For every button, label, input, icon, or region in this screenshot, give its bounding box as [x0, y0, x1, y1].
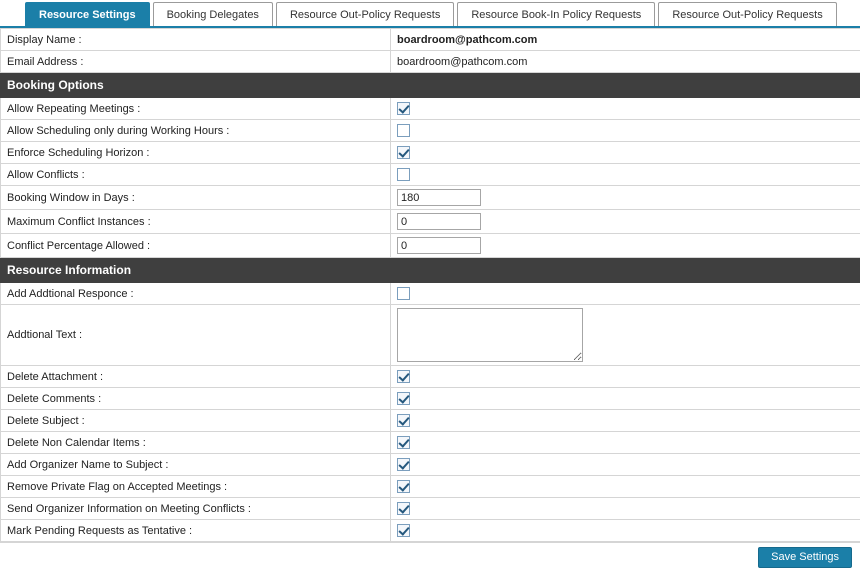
send-organizer-information-label: Send Organizer Information on Meeting Conflicts : [1, 498, 391, 520]
tab-resource-book-in-policy-requests[interactable]: Resource Book-In Policy Requests [457, 2, 655, 26]
conflict-percentage-allowed-label: Conflict Percentage Allowed : [1, 234, 391, 258]
add-additional-response-checkbox[interactable] [397, 287, 410, 300]
tab-resource-out-policy-requests-1[interactable]: Resource Out-Policy Requests [276, 2, 454, 26]
delete-comments-label: Delete Comments : [1, 388, 391, 410]
row-allow-scheduling-working-hours [1, 120, 860, 142]
enforce-scheduling-horizon-checkbox[interactable] [397, 146, 410, 159]
allow-scheduling-working-hours-label: Allow Scheduling only during Working Hours : [1, 120, 391, 142]
allow-repeating-meetings-label: Allow Repeating Meetings : [1, 98, 391, 120]
add-additional-response-label: Add Addtional Responce : [1, 283, 391, 305]
row-enforce-scheduling-horizon [1, 142, 860, 164]
footer-bar [0, 542, 860, 574]
section-resource-information [1, 258, 860, 283]
allow-repeating-meetings-checkbox[interactable] [397, 102, 410, 115]
additional-text-label: Addtional Text : [1, 305, 391, 366]
row-delete-subject [1, 410, 860, 432]
delete-non-calendar-items-label: Delete Non Calendar Items : [1, 432, 391, 454]
section-resource-information-label: Resource Information [1, 258, 860, 283]
booking-window-days-input[interactable] [397, 189, 481, 206]
tab-resource-settings[interactable]: Resource Settings [25, 2, 150, 26]
tab-booking-delegates[interactable]: Booking Delegates [153, 2, 273, 26]
display-name-label: Display Name : [1, 29, 391, 51]
email-address-label: Email Address : [1, 51, 391, 73]
allow-conflicts-checkbox[interactable] [397, 168, 410, 181]
additional-text-textarea[interactable] [397, 308, 583, 362]
row-send-organizer-information [1, 498, 860, 520]
enforce-scheduling-horizon-label: Enforce Scheduling Horizon : [1, 142, 391, 164]
mark-pending-requests-tentative-checkbox[interactable] [397, 524, 410, 537]
display-name-value: boardroom@pathcom.com [391, 29, 860, 51]
row-delete-comments [1, 388, 860, 410]
delete-comments-checkbox[interactable] [397, 392, 410, 405]
row-add-organizer-name-to-subject [1, 454, 860, 476]
tab-bar [0, 0, 860, 28]
settings-form [0, 28, 860, 542]
allow-scheduling-working-hours-checkbox[interactable] [397, 124, 410, 137]
mark-pending-requests-tentative-label: Mark Pending Requests as Tentative : [1, 520, 391, 542]
row-delete-non-calendar-items [1, 432, 860, 454]
delete-non-calendar-items-checkbox[interactable] [397, 436, 410, 449]
row-allow-repeating-meetings [1, 98, 860, 120]
row-remove-private-flag [1, 476, 860, 498]
add-organizer-name-to-subject-label: Add Organizer Name to Subject : [1, 454, 391, 476]
row-maximum-conflict-instances [1, 210, 860, 234]
email-address-value: boardroom@pathcom.com [391, 51, 860, 73]
row-mark-pending-requests-tentative [1, 520, 860, 542]
send-organizer-information-checkbox[interactable] [397, 502, 410, 515]
section-booking-options [1, 73, 860, 98]
booking-window-days-label: Booking Window in Days : [1, 186, 391, 210]
remove-private-flag-label: Remove Private Flag on Accepted Meetings : [1, 476, 391, 498]
add-organizer-name-to-subject-checkbox[interactable] [397, 458, 410, 471]
section-booking-options-label: Booking Options [1, 73, 860, 98]
maximum-conflict-instances-input[interactable] [397, 213, 481, 230]
row-additional-text [1, 305, 860, 366]
delete-subject-label: Delete Subject : [1, 410, 391, 432]
maximum-conflict-instances-label: Maximum Conflict Instances : [1, 210, 391, 234]
delete-attachment-checkbox[interactable] [397, 370, 410, 383]
conflict-percentage-allowed-input[interactable] [397, 237, 481, 254]
tab-resource-out-policy-requests-2[interactable]: Resource Out-Policy Requests [658, 2, 836, 26]
row-add-additional-response [1, 283, 860, 305]
row-allow-conflicts [1, 164, 860, 186]
delete-attachment-label: Delete Attachment : [1, 366, 391, 388]
allow-conflicts-label: Allow Conflicts : [1, 164, 391, 186]
remove-private-flag-checkbox[interactable] [397, 480, 410, 493]
delete-subject-checkbox[interactable] [397, 414, 410, 427]
row-display-name [1, 29, 860, 51]
row-email-address [1, 51, 860, 73]
save-settings-button[interactable]: Save Settings [758, 547, 852, 568]
row-booking-window-days [1, 186, 860, 210]
row-delete-attachment [1, 366, 860, 388]
row-conflict-percentage-allowed [1, 234, 860, 258]
